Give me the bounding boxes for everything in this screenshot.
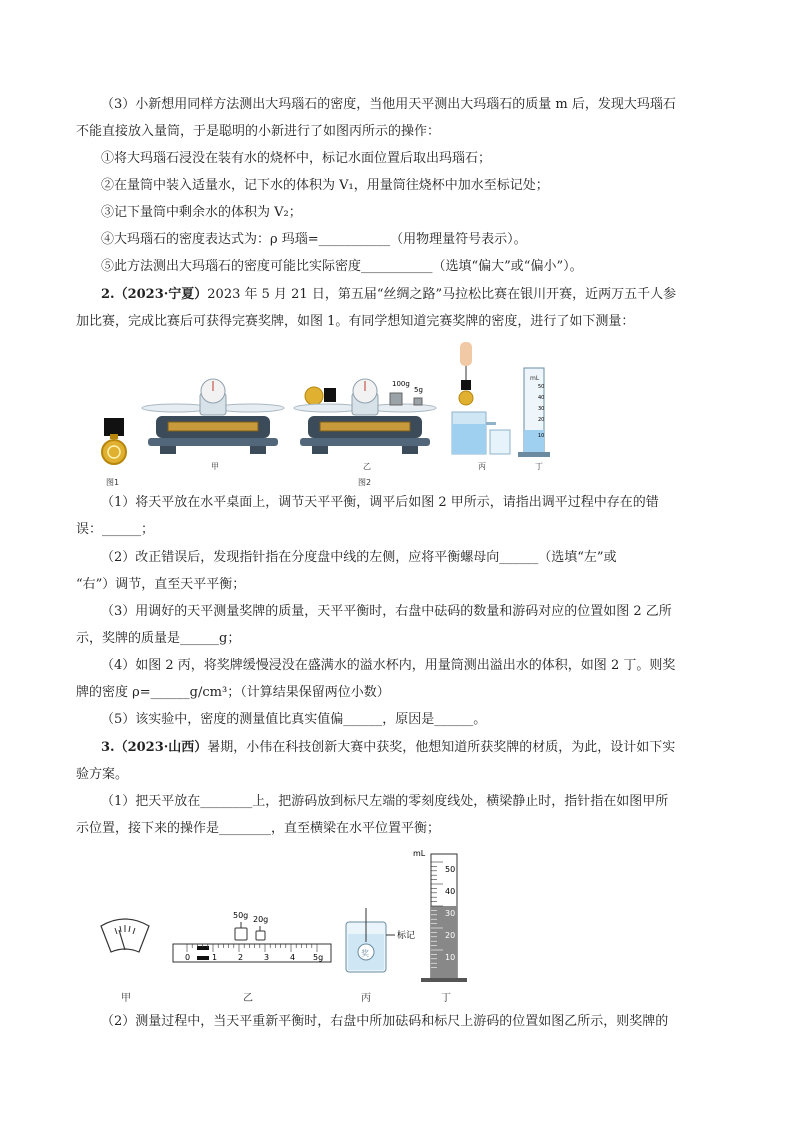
q3-part2-line1: （2）测量过程中，当天平重新平衡时，右盘中所加砝码和标尺上游码的位置如图乙所示，则奖牌的	[101, 1014, 669, 1029]
balance-jia-icon	[142, 379, 284, 454]
q1-step3: ③记下量筒中剩余水的体积为 V₂；	[101, 205, 302, 220]
q2-part4-line1: （4）如图 2 丙，将奖牌缓慢浸没在盛满水的溢水杯内，用量筒测出溢出水的体积，如图 2 丁。则奖	[101, 658, 676, 673]
q2-cyl-tick: 20	[538, 417, 545, 423]
q2-cyl-tick: 40	[538, 395, 545, 401]
q2-label-bing: 丙	[478, 462, 486, 471]
q3-label-bing: 丙	[361, 993, 371, 1004]
q3-weight-50g: 50g	[233, 911, 249, 920]
q3-cylinder-unit: mL	[413, 849, 426, 858]
q3-scale-num: 0	[185, 953, 191, 962]
q3-scale-num: 4	[290, 953, 296, 962]
q3-scale-num: 1	[212, 953, 218, 962]
q3-heading: 3.（2023·山西）	[101, 740, 208, 755]
q2-intro-text: 2023 年 5 月 21 日，第五届“丝绸之路”马拉松比赛在银川开赛，近两万五千人参	[207, 287, 677, 302]
overflow-cup-icon	[452, 342, 510, 454]
q3-scale-num: 5g	[313, 953, 324, 962]
q2-weight-5g: 5g	[414, 386, 423, 394]
graduated-cylinder-icon	[421, 854, 467, 982]
q2-part1-line1: （1）将天平放在水平桌面上，调节天平平衡，调平后如图 2 甲所示，请指出调平过程中存在的错	[101, 495, 659, 510]
q2-part5: （5）该实验中，密度的测量值比真实值偏______，原因是______。	[101, 712, 487, 727]
q3-medal-label: 奖	[361, 949, 369, 958]
q3-cyl-tick: 30	[445, 909, 456, 918]
q2-intro-line1	[101, 286, 676, 304]
q2-cyl-tick: 10	[538, 433, 545, 439]
balance-dial-icon	[101, 919, 149, 952]
q2-cyl-tick: 50	[538, 384, 545, 390]
q3-scale-num: 2	[238, 953, 244, 962]
q2-part3-line2: 示，奖牌的质量是______g；	[76, 631, 241, 646]
q2-intro-line2: 加比赛，完成比赛后可获得完赛奖牌，如图 1。有同学想知道完赛奖牌的密度，进行了如下测量：	[76, 314, 635, 329]
q3-part1-line1: （1）把天平放在________上，把游码放到标尺左端的零刻度线处，横梁静止时，指针指在如图甲所	[101, 794, 669, 809]
q2-heading: 2.（2023·宁夏）	[101, 287, 208, 302]
q3-intro-line2: 验方案。	[76, 767, 129, 782]
q2-part2-line1: （2）改正错误后，发现指针指在分度盘中线的左侧，应将平衡螺母向______（选填“左”或	[101, 550, 617, 565]
q1-step5: ⑤此方法测出大玛瑙石的密度可能比实际密度___________（选填“偏大”或“偏小”）。	[101, 259, 583, 274]
q3-cyl-tick: 10	[445, 953, 456, 962]
q2-label-ding: 丁	[535, 462, 543, 471]
q3-cyl-tick: 20	[445, 931, 456, 940]
q2-part3-line1: （3）用调好的天平测量奖牌的质量，天平平衡时，右盘中砝码的数量和游码对应的位置如图 2 乙所	[101, 604, 672, 619]
q3-figure	[95, 842, 475, 988]
scale-ruler-icon	[173, 922, 331, 962]
beaker-icon	[346, 908, 395, 972]
q2-label-yi: 乙	[363, 462, 371, 471]
q3-weight-20g: 20g	[253, 915, 269, 924]
q3-mark-label: 标记	[397, 931, 416, 941]
q3-label-jia: 甲	[121, 993, 131, 1004]
q3-intro-text: 暑期，小伟在科技创新大赛中获奖，他想知道所获奖牌的材质，为此，设计如下实	[207, 740, 676, 755]
q2-label-fig2: 图2	[358, 478, 372, 487]
q2-label-jia: 甲	[211, 462, 219, 471]
q1-step4: ④大玛瑙石的密度表达式为：ρ 玛瑙=___________（用物理量符号表示）。	[101, 232, 527, 247]
q2-cyl-tick: 30	[538, 406, 545, 412]
q2-part4-line2: 牌的密度 ρ=______g/cm³；（计算结果保留两位小数）	[76, 685, 390, 700]
q3-scale-num: 3	[264, 953, 270, 962]
q1-step2: ②在量筒中装入适量水，记下水的体积为 V₁，用量筒往烧杯中加水至标记处；	[101, 178, 549, 193]
q1-part3-line2: 不能直接放入量筒，于是聪明的小新进行了如图丙所示的操作：	[76, 124, 441, 139]
q2-part1-line2: 误：______；	[76, 522, 155, 537]
q1-part3-line1: （3）小新想用同样方法测出大玛瑙石的密度，当他用天平测出大玛瑙石的质量 m 后，发现大玛瑙石	[101, 97, 676, 112]
medal-icon	[102, 418, 126, 464]
q3-part1-line2: 示位置，接下来的操作是________，直至横梁在水平位置平衡；	[76, 821, 441, 836]
q2-cylinder-unit: mL	[530, 375, 540, 382]
q3-intro-line1	[101, 739, 675, 757]
q1-step1: ①将大玛瑙石浸没在装有水的烧杯中，标记水面位置后取出玛瑙石；	[101, 151, 492, 166]
q3-cyl-tick: 40	[445, 887, 456, 896]
q2-part2-line2: “右”）调节，直至天平平衡；	[76, 577, 246, 592]
q2-weight-100g: 100g	[392, 380, 410, 388]
q3-label-yi: 乙	[243, 993, 253, 1004]
q2-label-fig1: 图1	[106, 478, 120, 487]
q3-label-ding: 丁	[441, 993, 451, 1004]
q2-figure	[100, 338, 560, 486]
q3-cyl-tick: 50	[445, 865, 456, 874]
